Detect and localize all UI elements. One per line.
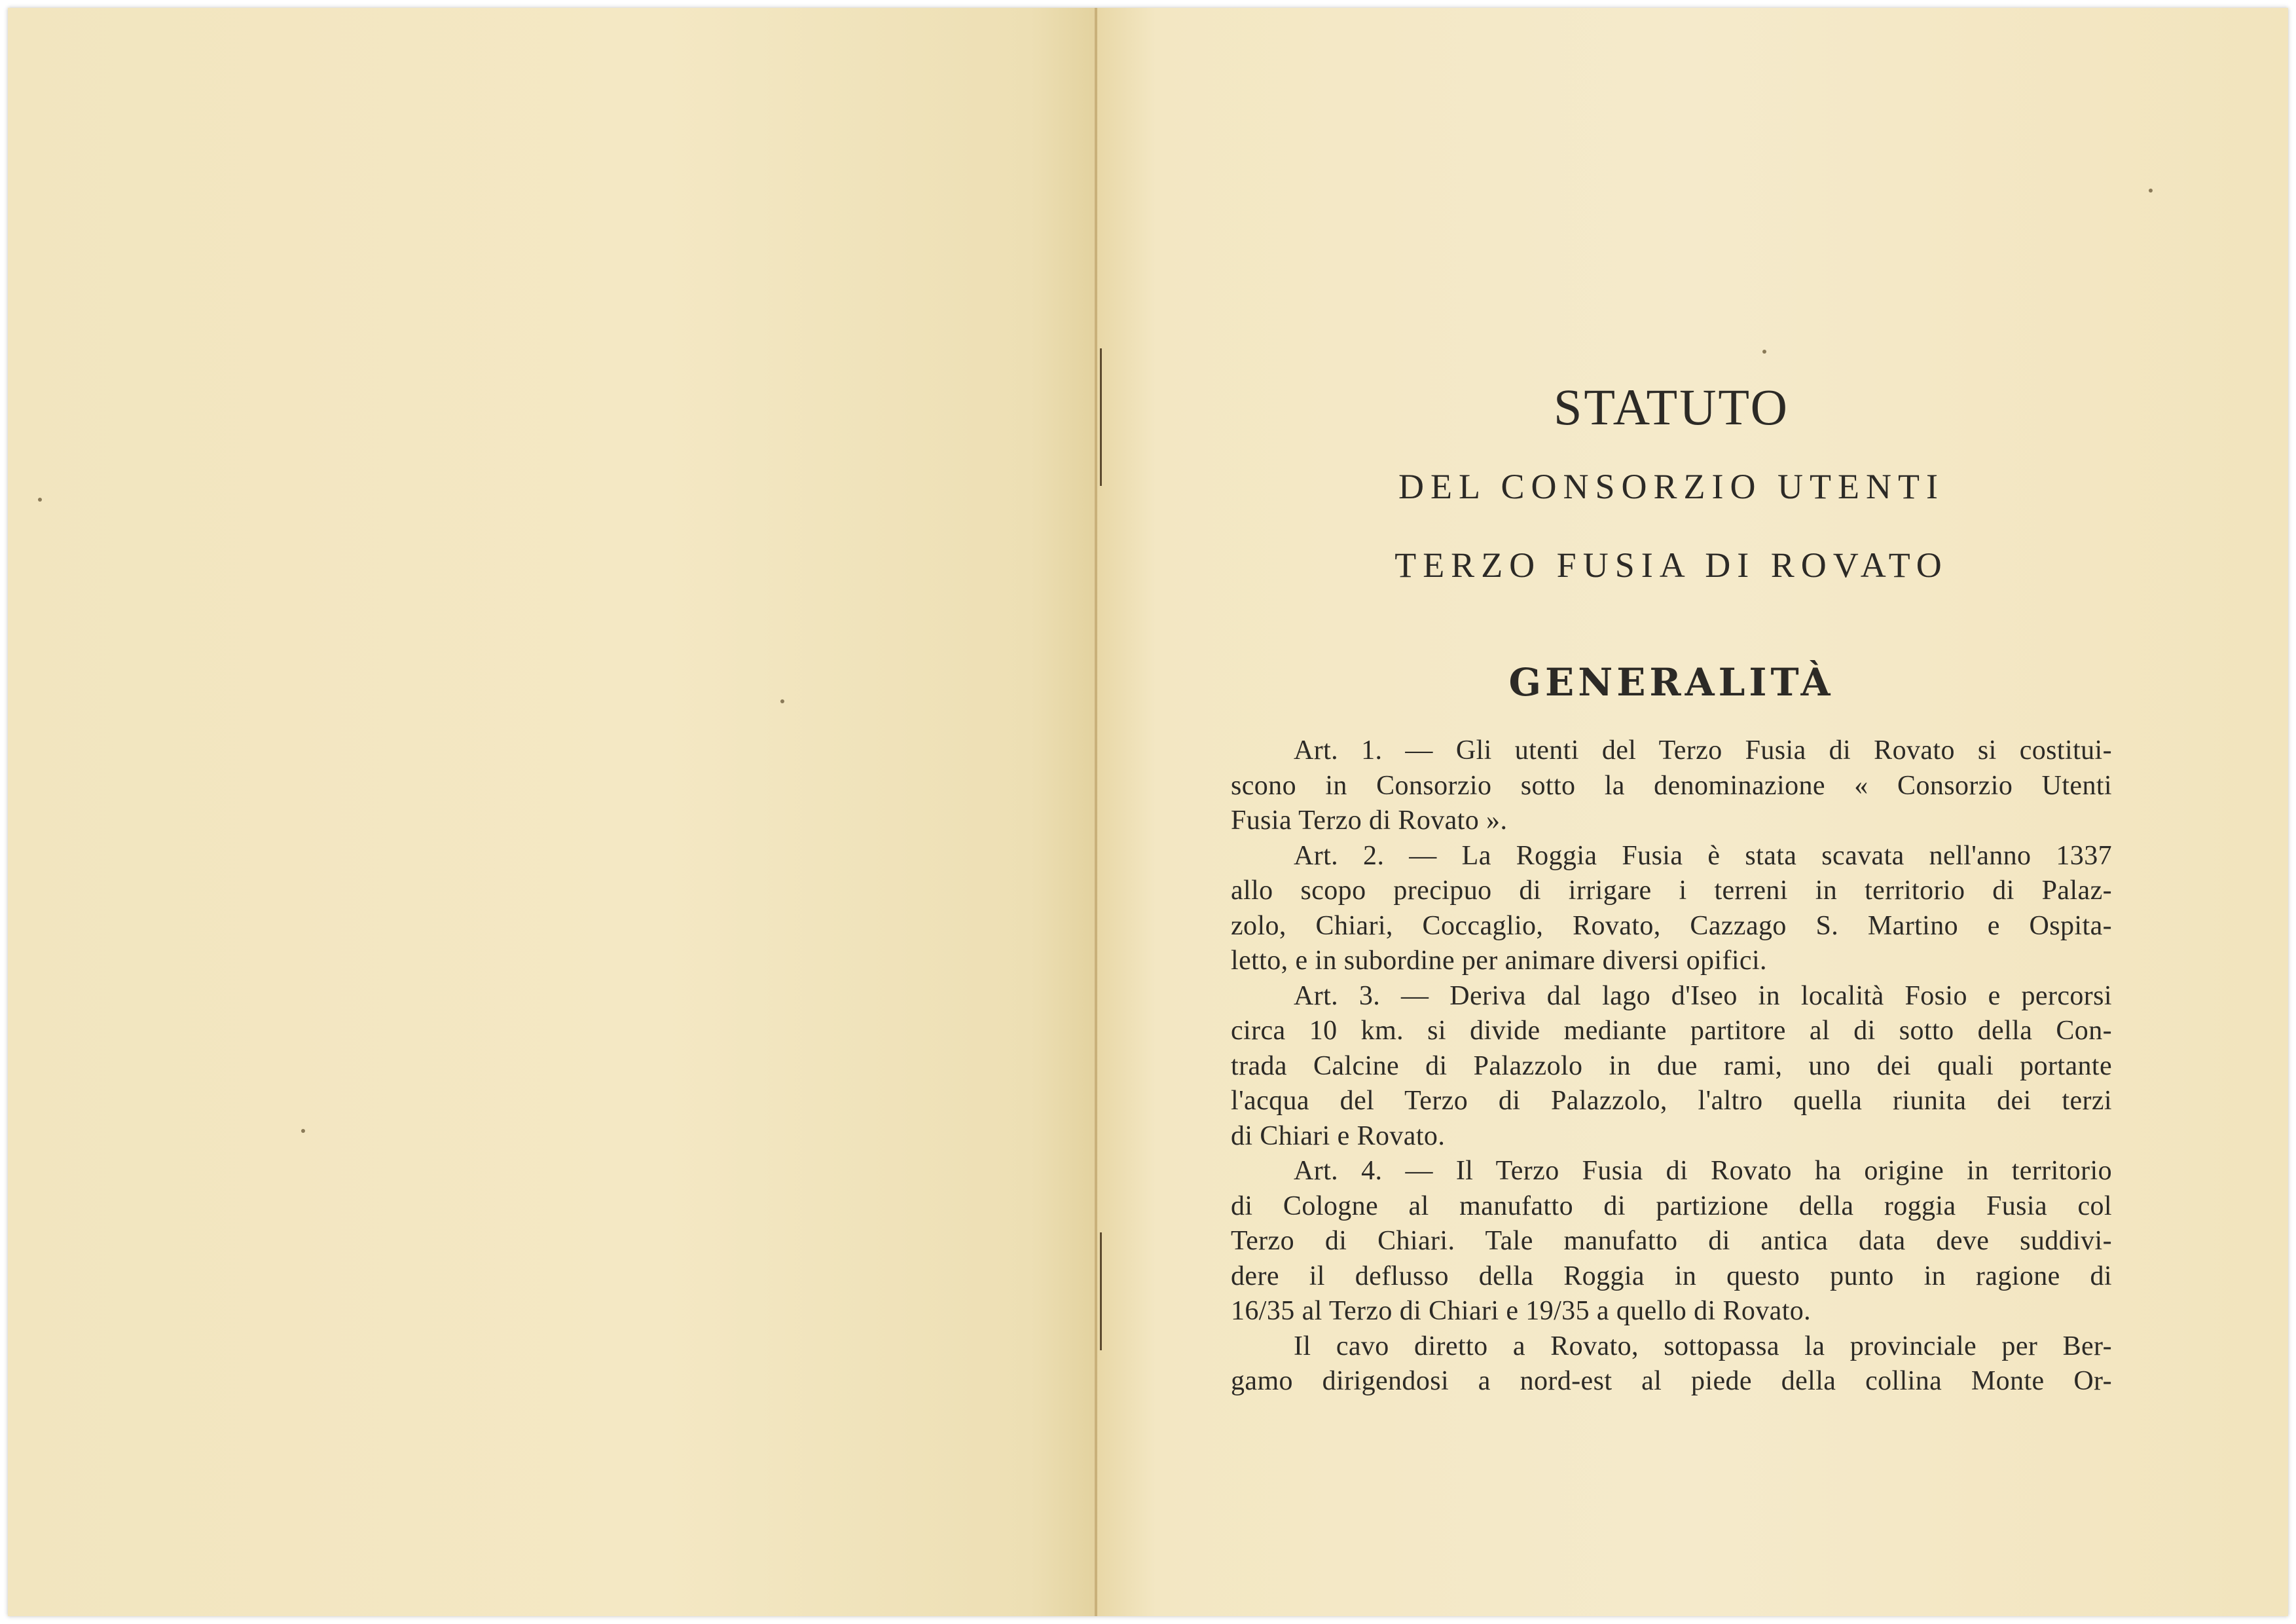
- text-line: gamo dirigendosi a nord-est al piede della collina Monte Or-: [1231, 1366, 2112, 1396]
- text-line: circa 10 km. si divide mediante partitore al di sotto della Con-: [1231, 1016, 2112, 1046]
- paper-speck: [2149, 189, 2153, 193]
- text-line: Art. 2. — La Roggia Fusia è stata scavata nell'anno 1337: [1294, 840, 2112, 871]
- text-line: di Cologne al manufatto di partizione della roggia Fusia col: [1231, 1190, 2112, 1221]
- text-line: Il cavo diretto a Rovato, sottopassa la provinciale per Ber-: [1294, 1331, 2112, 1361]
- paper-speck: [1762, 350, 1766, 354]
- book-spread: [8, 8, 2288, 1616]
- section-heading: GENERALITÀ: [1508, 660, 1834, 705]
- text-line: scono in Consorzio sotto la denominazione « Consorzio Utenti: [1231, 770, 2112, 801]
- text-line: Art. 3. — Deriva dal lago d'Iseo in località Fosio e percorsi: [1294, 980, 2112, 1011]
- binding-thread: [1100, 1232, 1102, 1350]
- document-subtitle-1: DEL CONSORZIO UTENTI: [1398, 467, 1944, 506]
- document-subtitle-2: TERZO FUSIA DI ROVATO: [1394, 545, 1948, 585]
- book-gutter: [1095, 8, 1097, 1616]
- statute-text: [1231, 375, 2112, 1399]
- text-line: zolo, Chiari, Coccaglio, Rovato, Cazzago S. Martino e Ospita-: [1231, 910, 2112, 941]
- text-line: trada Calcine di Palazzolo in due rami, uno dei quali portante: [1231, 1050, 2112, 1081]
- binding-thread: [1100, 348, 1102, 486]
- text-line: letto, e in subordine per animare diversi opifici.: [1231, 946, 1767, 976]
- text-line: 16/35 al Terzo di Chiari e 19/35 a quello di Rovato.: [1231, 1296, 1812, 1326]
- document-title: STATUTO: [1553, 378, 1789, 435]
- paper-speck: [780, 699, 784, 703]
- paper-speck: [38, 498, 42, 502]
- text-line: di Chiari e Rovato.: [1231, 1120, 1446, 1151]
- text-line: Art. 4. — Il Terzo Fusia di Rovato ha origine in territorio: [1294, 1156, 2112, 1186]
- text-line: allo scopo precipuo di irrigare i terreni in territorio di Palaz-: [1231, 876, 2112, 906]
- text-line: dere il deflusso della Roggia in questo punto in ragione di: [1231, 1261, 2112, 1291]
- text-line: l'acqua del Terzo di Palazzolo, l'altro quella riunita dei terzi: [1231, 1086, 2112, 1116]
- paper-speck: [301, 1129, 305, 1133]
- left-page-blank: [8, 8, 1096, 1616]
- text-line: Fusia Terzo di Rovato ».: [1231, 805, 1508, 836]
- text-line: Terzo di Chiari. Tale manufatto di antica data deve suddivi-: [1231, 1226, 2112, 1256]
- text-line: Art. 1. — Gli utenti del Terzo Fusia di Rovato si costitui-: [1294, 735, 2112, 766]
- articles-body: [1231, 733, 2112, 1399]
